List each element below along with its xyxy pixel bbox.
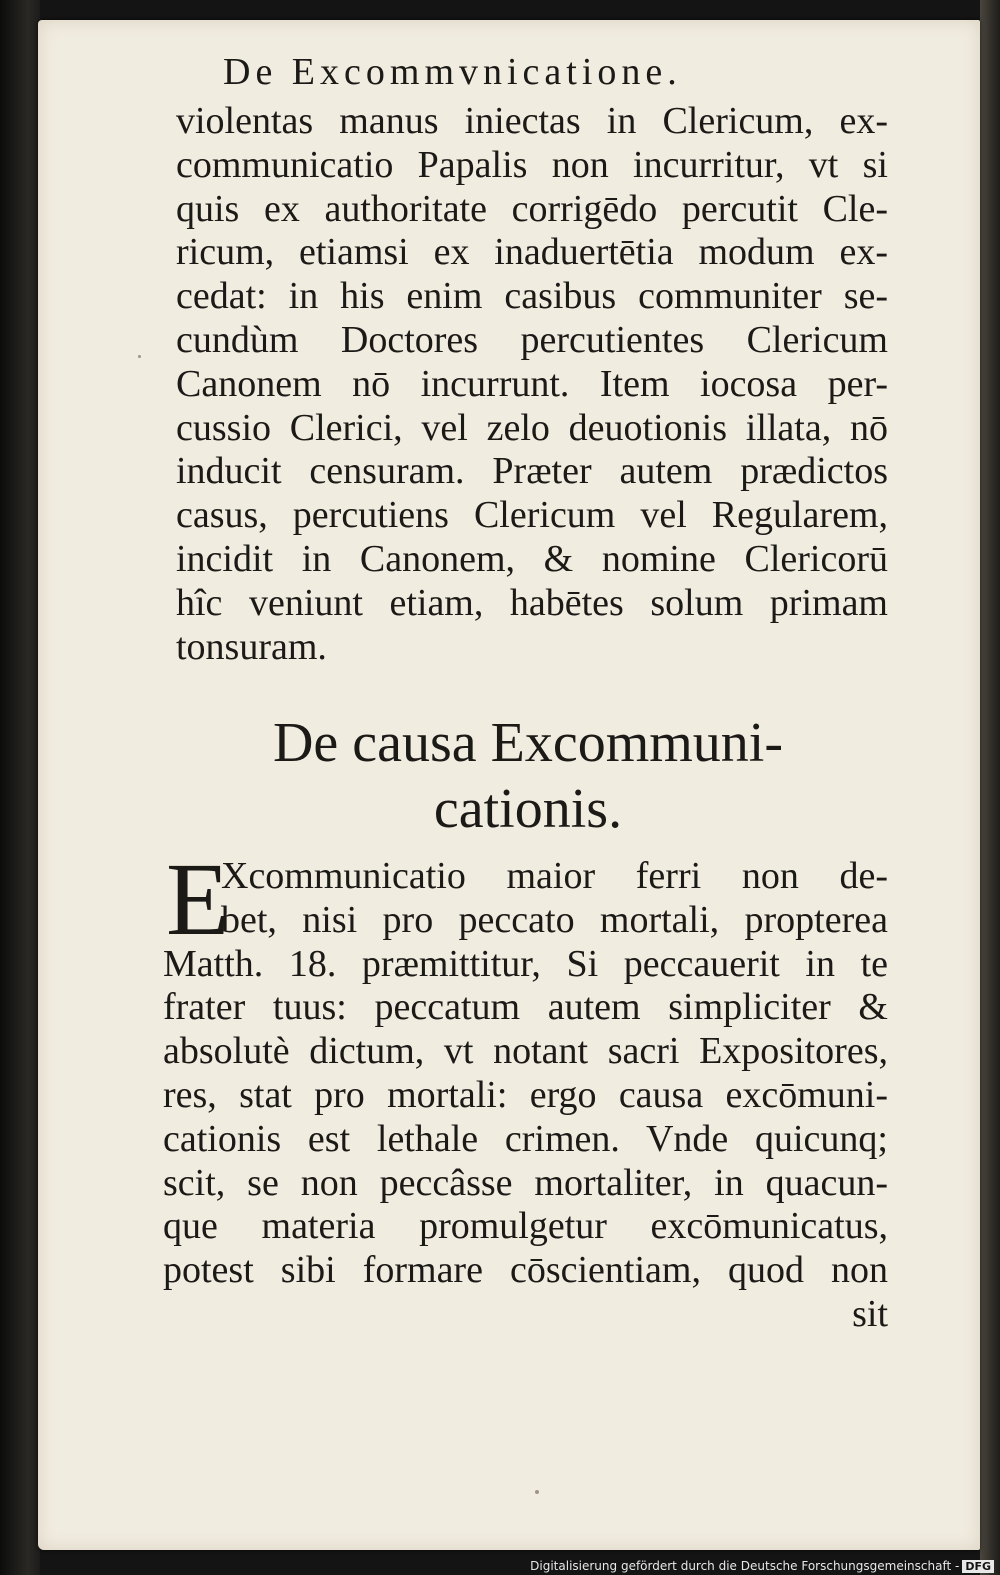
text-line: cationis est lethale crimen. Vnde quicunq;	[163, 1117, 888, 1160]
running-head: De Excommvnicatione.	[223, 51, 682, 93]
text-line: incidit in Canonem, & nomine Clericorū	[176, 537, 888, 580]
text-line: Matth. 18. præmittitur, Si peccauerit in te	[163, 942, 888, 985]
book-spine-edge	[0, 0, 40, 1575]
text-line: quis ex authoritate corrigēdo percutit Cle-	[176, 187, 888, 230]
text-line: hîc veniunt etiam, habētes solum primam	[176, 581, 888, 624]
text-line: cundùm Doctores percutientes Clericum	[176, 318, 888, 361]
paragraph-2	[163, 855, 888, 1337]
text-line: Canonem nō incurrunt. Item iocosa per-	[176, 362, 888, 405]
text-line: res, stat pro mortali: ergo causa excōmuni-	[163, 1073, 888, 1116]
heading-line: De causa Excommuni-	[272, 712, 784, 774]
text-line: cussio Clerici, vel zelo deuotionis illata, nō	[176, 406, 888, 449]
digitization-credit	[530, 1559, 994, 1573]
text-line: que materia promulgetur excōmunicatus,	[163, 1205, 888, 1248]
text-line: inducit censuram. Præter autem prædictos	[176, 450, 888, 493]
text-line: Xcommunicatio maior ferri non de-	[221, 855, 888, 897]
text-line: absolutè dictum, vt notant sacri Expositores,	[163, 1030, 888, 1073]
credit-text: Digitalisierung gefördert durch die Deutsche Forschungsgemeinschaft -	[530, 1559, 960, 1573]
section-heading	[168, 710, 888, 842]
text-line: frater tuus: peccatum autem simpliciter &	[163, 986, 888, 1029]
text-line: potest sibi formare cōscientiam, quod non	[163, 1249, 888, 1292]
text-line: tonsuram.	[176, 625, 327, 668]
drop-cap: E	[166, 842, 230, 957]
text-line: communicatio Papalis non incurritur, vt si	[176, 143, 888, 186]
catchword: sit	[852, 1292, 888, 1335]
text-line: ricum, etiamsi ex inaduertētia modum ex-	[176, 231, 888, 274]
paper-speck	[138, 355, 141, 358]
text-line: violentas manus iniectas in Clericum, ex-	[176, 100, 888, 142]
paragraph-1	[176, 100, 888, 669]
book-page	[38, 20, 980, 1550]
heading-line: cationis.	[433, 778, 623, 840]
text-line: bet, nisi pro peccato mortali, propterea	[221, 898, 888, 941]
text-line: scit, se non peccâsse mortaliter, in quacun-	[163, 1161, 888, 1204]
text-line: cedat: in his enim casibus communiter se-	[176, 275, 888, 318]
page-stack-edge	[980, 0, 1000, 1575]
text-line: casus, percutiens Clericum vel Regularem,	[176, 494, 888, 537]
dfg-logo: DFG	[962, 1560, 994, 1573]
paper-speck	[535, 1490, 539, 1494]
